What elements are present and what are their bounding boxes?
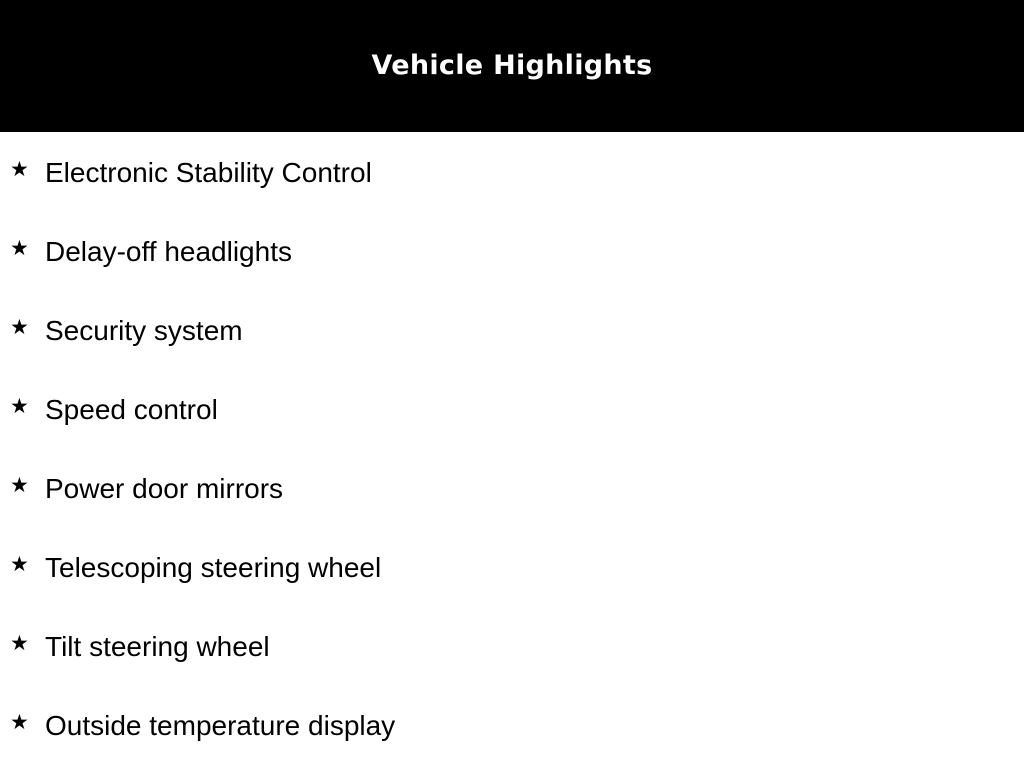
highlight-label: Speed control	[45, 394, 218, 425]
star-icon: ★	[10, 394, 29, 418]
star-icon: ★	[10, 631, 29, 655]
highlight-label: Power door mirrors	[45, 473, 284, 504]
highlight-label: Electronic Stability Control	[45, 157, 372, 188]
highlight-label: Security system	[45, 315, 243, 346]
highlight-label: Delay-off headlights	[45, 236, 292, 267]
star-icon: ★	[10, 236, 29, 260]
page-title: Vehicle Highlights	[371, 49, 653, 81]
header-banner	[0, 0, 1024, 132]
star-icon: ★	[10, 710, 29, 734]
star-icon: ★	[10, 157, 29, 181]
highlight-label: Tilt steering wheel	[45, 631, 270, 662]
star-icon: ★	[10, 552, 29, 576]
highlight-label: Telescoping steering wheel	[45, 552, 382, 583]
star-icon: ★	[10, 473, 29, 497]
star-icon: ★	[10, 315, 29, 339]
highlight-label: Outside temperature display	[45, 710, 396, 741]
